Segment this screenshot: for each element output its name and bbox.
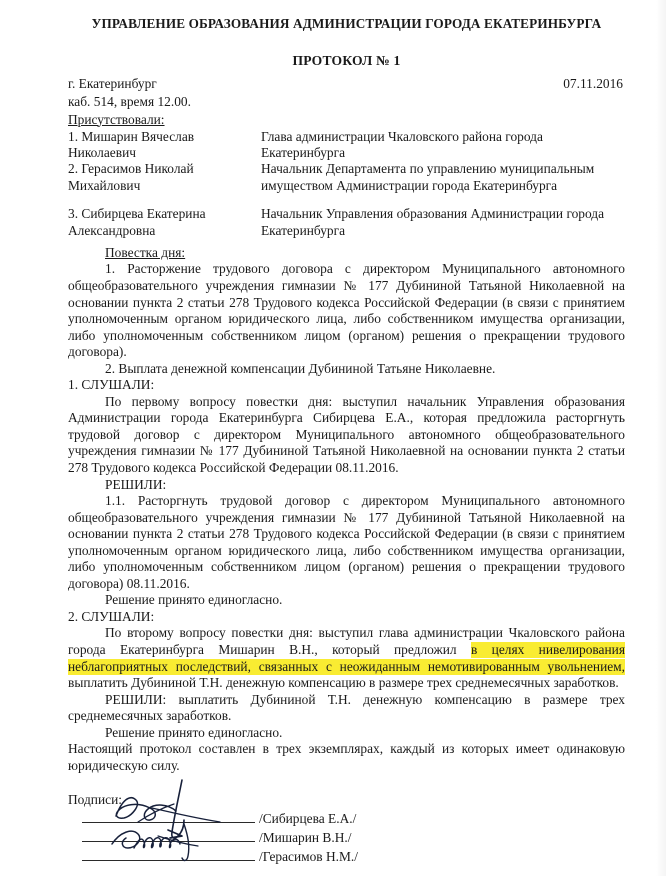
section-two-unanimous: Решение принято единогласно. <box>105 724 283 740</box>
attendee-name: 2. Герасимов Николай Михайлович <box>68 161 194 193</box>
signatory-name: /Сибирцева Е.А./ <box>259 811 357 826</box>
section-two-heard-suffix: выплатить Дубининой Т.Н. денежную компенсацию в размере трех среднемесячных заработков. <box>68 675 619 691</box>
signature-row <box>68 806 468 825</box>
section-one-decided-text: 1.1. Расторгнуть трудовой договор с директором Муниципального автономного общеобразовательного учреждения гимназии № 177 Дубининой Татьяной Николаевной на основании пункта 2 статьи 278 Трудового кодекса Российской Федерации (в связи с принятием уполномоченным органом юридического лица, либо собственником имущества организации, либо уполномоченным собственником лицом (органом) решения о прекращении трудового договора) 08.11.2016. <box>68 493 625 591</box>
signatory-name: /Мишарин В.Н./ <box>259 830 352 845</box>
section-one-decided-label: РЕШИЛИ: <box>105 476 167 492</box>
document-date: 07.11.2016 <box>563 75 623 91</box>
spacer-cell <box>261 194 625 206</box>
present-heading-text: Присутствовали: <box>68 111 165 127</box>
section-two-heard-text <box>68 625 625 691</box>
section-one-heard-label: 1. СЛУШАЛИ: <box>68 377 155 393</box>
document-body <box>68 0 625 774</box>
attendee-name: 1. Мишарин Вячеслав Николаевич <box>68 128 195 160</box>
signature-rule <box>82 841 255 842</box>
agenda-item-1: 1. Расторжение трудового договора с директором Муниципального автономного общеобразовательного учреждения гимназии № 177 Дубининой Татьяной Николаевной на основании пункта 2 статьи 278 Трудового кодекса Российской Федерации (в связи с принятием уполномоченным органом юридического лица, либо собственником имущества организации, либо уполномоченным собственником лицом (органом) решения о прекращении трудового договора). <box>68 261 625 360</box>
signatures-label: Подписи: <box>68 792 122 807</box>
protocol-title: ПРОТОКОЛ № 1 <box>292 52 401 68</box>
table-row <box>68 129 625 162</box>
agenda-heading <box>68 245 625 261</box>
signature-row <box>68 825 468 844</box>
attendees-table <box>68 129 625 240</box>
signature-rows <box>68 806 468 863</box>
signatory-name: /Герасимов Н.М./ <box>259 849 358 864</box>
present-heading <box>68 112 625 128</box>
section-one-heard-text: По первому вопросу повестки дня: выступил начальник Управления образования Администрации города Екатеринбурга Сибирцева Е.А., которая предложила расторгнуть трудовой договор с директором Муниципального автономного общеобразовательного учреждения гимназии № 177 Дубининой Татьяной Николаевной на основании пункта 2 статьи 278 Трудового кодекса Российской Федерации 08.11.2016. <box>68 393 625 475</box>
city-label: г. Екатеринбург <box>68 75 157 91</box>
signature-block <box>68 790 468 876</box>
table-row <box>68 206 625 239</box>
section-two-heard-label: 2. СЛУШАЛИ: <box>68 608 155 624</box>
room-and-time: каб. 514, время 12.00. <box>68 93 191 109</box>
signature-rule <box>82 860 255 861</box>
place-and-date-row <box>68 76 625 92</box>
signature-row <box>68 844 468 863</box>
table-row <box>68 161 625 194</box>
table-spacer-row <box>68 194 625 206</box>
section-two-decided-text: РЕШИЛИ: выплатить Дубининой Т.Н. денежную компенсацию в размере трех среднемесячных заработков. <box>68 691 625 724</box>
highlighted-passage: в целях нивелирования неблагоприятных последствий, связанных с неожиданным немотивированным увольнением, <box>68 641 625 674</box>
attendee-position: Начальник Управления образования Администрации города Екатеринбурга <box>261 206 605 238</box>
section-two-heard-prefix: По второму вопросу повестки дня: выступил глава администрации Чкаловского района города Екатеринбурга Мишарин В.Н., который предложил <box>68 625 625 657</box>
attendee-position: Глава администрации Чкаловского района города Екатеринбурга <box>261 128 543 160</box>
spacer-cell <box>68 194 261 206</box>
agenda-item-2: 2. Выплата денежной компенсации Дубининой Татьяне Николаевне. <box>105 360 496 376</box>
signature-rule <box>82 822 255 823</box>
section-one-unanimous: Решение принято единогласно. <box>105 592 283 608</box>
closing-paragraph: Настоящий протокол составлен в трех экземплярах, каждый из которых имеет одинаковую юридическую силу. <box>68 741 625 773</box>
organization-title: УПРАВЛЕНИЕ ОБРАЗОВАНИЯ АДМИНИСТРАЦИИ ГОРОДА ЕКАТЕРИНБУРГА <box>91 16 602 31</box>
agenda-heading-text: Повестка дня: <box>105 245 186 261</box>
attendee-name: 3. Сибирцева Екатерина Александровна <box>68 206 206 238</box>
attendee-position: Начальник Департамента по управлению муниципальным имуществом Администрации города Екатеринбурга <box>261 161 595 193</box>
